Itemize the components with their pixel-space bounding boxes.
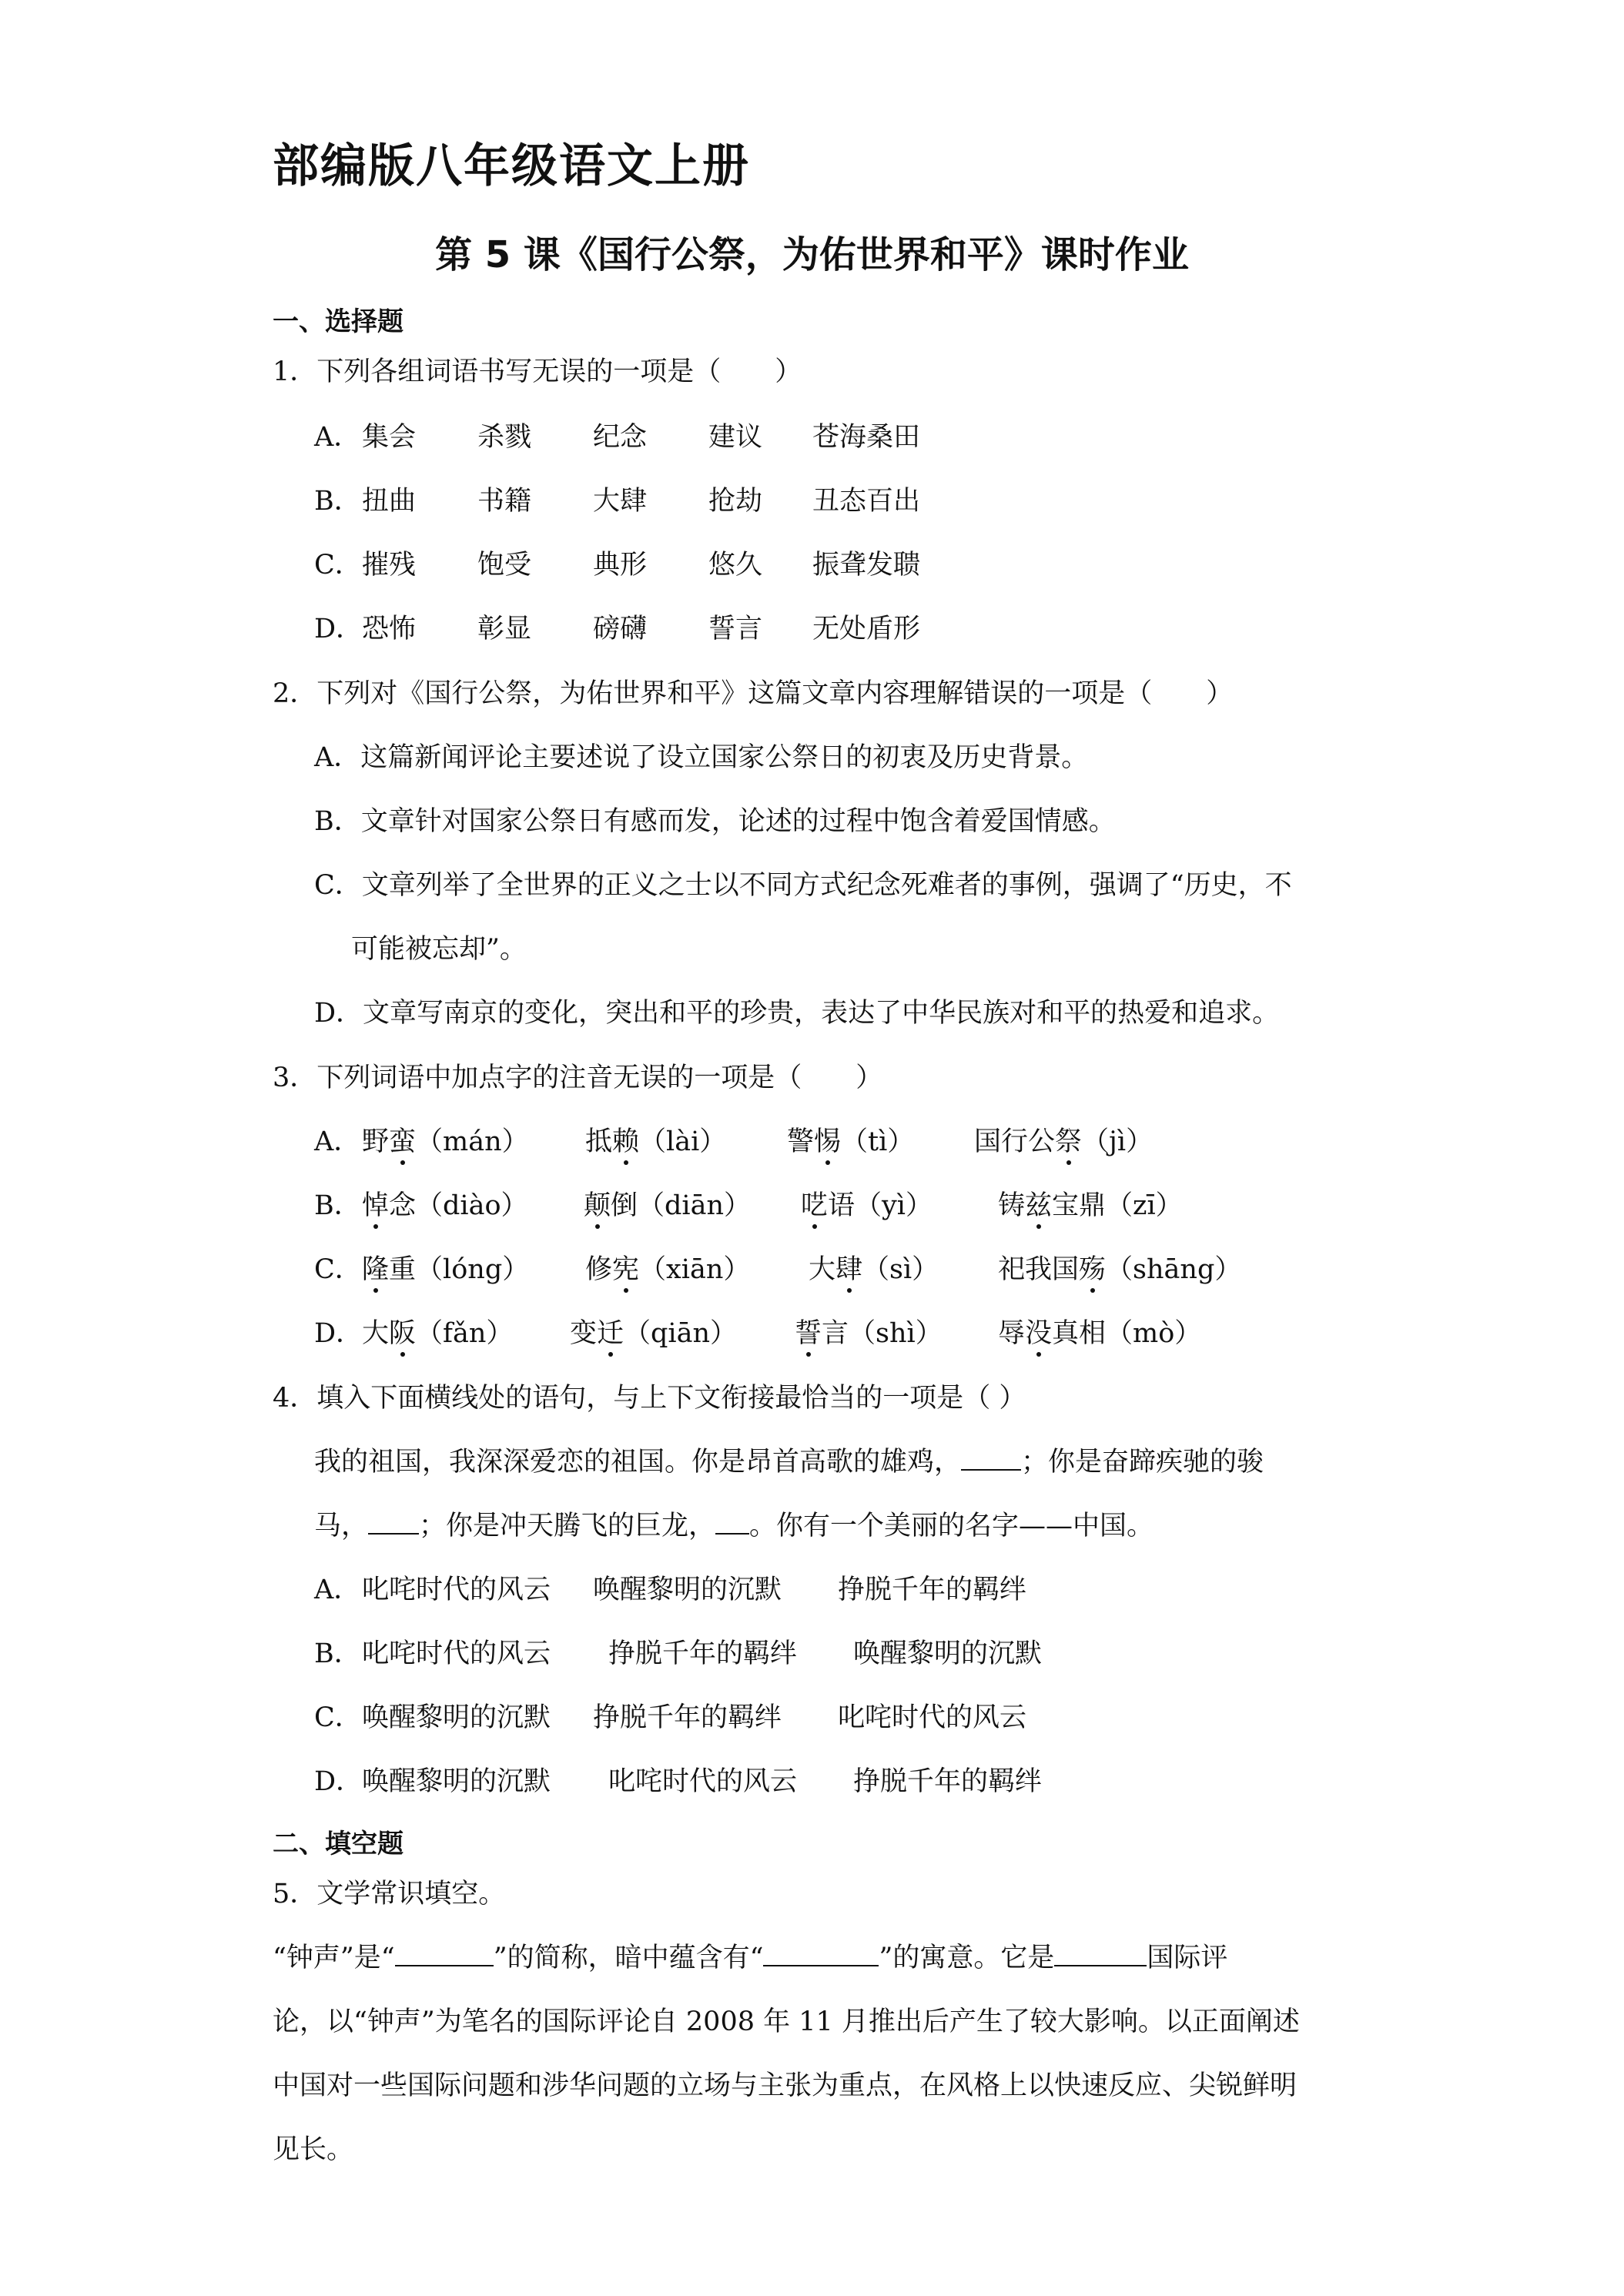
option-label: C． (314, 550, 362, 581)
lesson-title: 第 5 课《国行公祭，为佑世界和平》课时作业 (435, 233, 1189, 276)
pinyin-item: 大肆（sì） (809, 1248, 939, 1287)
option-label: D． (314, 1318, 363, 1349)
pinyin-item: 变迁（qiān） (570, 1312, 737, 1350)
answer-blank (715, 1510, 749, 1535)
answer-blank (368, 1510, 419, 1535)
book-title: 部编版八年级语文上册 (273, 139, 750, 193)
option-label: B． (314, 486, 361, 517)
question-2-stem: 2．下列对《国行公祭，为佑世界和平》这篇文章内容理解错误的一项是（ ） (273, 678, 1234, 709)
option-word: 抢劫 (708, 486, 763, 517)
option-word: 苍海桑田 (812, 422, 921, 453)
dotted-char: 颠 (584, 1184, 611, 1223)
option-word: 大肆 (593, 486, 648, 517)
option-word: 磅礴 (593, 614, 648, 644)
pinyin-item: 抵赖（lài） (585, 1120, 726, 1159)
dotted-char: 呓 (801, 1184, 828, 1223)
question-2-option-a: A．这篇新闻评论主要述说了设立国家公祭日的初衷及历史背景。 (314, 742, 1089, 773)
question-5-line-3: 中国对一些国际问题和涉华问题的立场与主张为重点，在风格上以快速反应、尖锐鲜明 (273, 2070, 1298, 2101)
section-heading-choice: 一、选择题 (273, 306, 403, 337)
pinyin-item: 铸兹宝鼎（zī） (998, 1184, 1183, 1223)
option-phrase: 叱咤时代的风云 (838, 1702, 1027, 1733)
dotted-char: 没 (1025, 1312, 1052, 1350)
option-word: 杀戮 (477, 422, 532, 453)
pinyin-item: 国行公祭（jì） (974, 1120, 1153, 1159)
option-phrase: 唤醒黎明的沉默 (362, 1702, 551, 1733)
option-phrase: 挣脱千年的羁绊 (593, 1702, 782, 1733)
option-phrase: 叱咤时代的风云 (362, 1575, 551, 1605)
pinyin-item: 大阪（fǎn） (362, 1312, 513, 1350)
option-word: 扭曲 (362, 486, 417, 517)
option-phrase: 挣脱千年的羁绊 (838, 1575, 1027, 1605)
option-phrase: 唤醒黎明的沉默 (593, 1575, 782, 1605)
option-word: 饱受 (477, 550, 532, 581)
pinyin-item: 悼念（diào） (362, 1184, 528, 1223)
option-label: A． (314, 1575, 361, 1605)
question-4-stem: 4．填入下面横线处的语句，与上下文衔接最恰当的一项是（ ） (273, 1383, 1026, 1414)
pinyin-item: 祀我国殇（shāng） (998, 1248, 1241, 1287)
pinyin-item: 修宪（xiān） (585, 1248, 750, 1287)
pinyin-item: 野蛮（mán） (362, 1120, 529, 1159)
option-phrase: 挣脱千年的羁绊 (853, 1766, 1043, 1797)
option-label: C． (314, 1702, 362, 1733)
option-word: 悠久 (708, 550, 763, 581)
option-word: 无处盾形 (812, 614, 921, 644)
question-5-stem: 5．文学常识填空。 (273, 1879, 506, 1909)
option-word: 集会 (362, 422, 417, 453)
pinyin-item: 颠倒（diān） (584, 1184, 751, 1223)
option-word: 丑态百出 (812, 486, 921, 517)
option-label: D． (314, 614, 363, 644)
pinyin-item: 隆重（lóng） (362, 1248, 529, 1287)
option-word: 摧残 (362, 550, 417, 581)
answer-blank (395, 1942, 494, 1966)
option-label: A． (314, 1126, 361, 1157)
pinyin-item: 誓言（shì） (795, 1312, 943, 1350)
question-5-line-2: 论，以“钟声”为笔名的国际评论自 2008 年 11 月推出后产生了较大影响。以正面阐述 (273, 2006, 1300, 2037)
option-label: B． (314, 1190, 361, 1221)
question-5-line-4: 见长。 (273, 2134, 354, 2165)
question-1-stem: 1．下列各组词语书写无误的一项是（ ） (273, 356, 802, 387)
option-label: C． (314, 1254, 362, 1285)
question-4-passage-line-1: 我的祖国，我深深爱恋的祖国。你是昂首高歌的雄鸡， ；你是奋蹄疾驰的骏 (314, 1447, 1264, 1478)
section-heading-fill: 二、填空题 (273, 1829, 403, 1859)
question-3-stem: 3．下列词语中加点字的注音无误的一项是（ ） (273, 1063, 883, 1093)
dotted-char: 誓 (795, 1312, 822, 1350)
dotted-char: 惕 (814, 1120, 841, 1159)
option-label: B． (314, 1638, 361, 1669)
option-label: A． (314, 422, 361, 453)
question-4-passage-line-2: 马， ；你是冲天腾飞的巨龙， 。你有一个美丽的名字——中国。 (314, 1511, 1154, 1541)
dotted-char: 悼 (362, 1184, 389, 1223)
option-phrase: 叱咤时代的风云 (362, 1638, 551, 1669)
question-2-option-c-continued: 可能被忘却”。 (351, 934, 527, 965)
dotted-char: 阪 (389, 1312, 416, 1350)
dotted-char: 祭 (1055, 1120, 1082, 1159)
dotted-char: 迁 (597, 1312, 624, 1350)
pinyin-item: 辱没真相（mò） (998, 1312, 1201, 1350)
question-2-option-c: C．文章列举了全世界的正义之士以不同方式纪念死难者的事例，强调了“历史，不 (314, 870, 1292, 901)
option-word: 建议 (708, 422, 763, 453)
option-phrase: 挣脱千年的羁绊 (608, 1638, 798, 1669)
option-word: 纪念 (593, 422, 648, 453)
question-2-option-b: B．文章针对国家公祭日有感而发，论述的过程中饱含着爱国情感。 (314, 806, 1116, 837)
answer-blank (961, 1446, 1021, 1471)
option-word: 典形 (593, 550, 648, 581)
option-word: 誓言 (708, 614, 763, 644)
option-phrase: 唤醒黎明的沉默 (853, 1638, 1043, 1669)
option-word: 彰显 (477, 614, 532, 644)
dotted-char: 殇 (1079, 1248, 1106, 1287)
option-phrase: 叱咤时代的风云 (608, 1766, 798, 1797)
pinyin-item: 警惕（tì） (787, 1120, 914, 1159)
option-phrase: 唤醒黎明的沉默 (362, 1766, 551, 1797)
question-2-option-d: D．文章写南京的变化，突出和平的珍贵，表达了中华民族对和平的热爱和追求。 (314, 998, 1280, 1029)
question-5-line-1: “钟声”是“ ”的简称，暗中蕴含有“ ”的寓意。它是 国际评 (273, 1943, 1228, 1973)
option-word: 振聋发聩 (812, 550, 921, 581)
dotted-char: 兹 (1025, 1184, 1052, 1223)
pinyin-item: 呓语（yì） (801, 1184, 933, 1223)
option-word: 书籍 (477, 486, 532, 517)
answer-blank (763, 1942, 879, 1966)
option-label: D． (314, 1766, 363, 1797)
answer-blank (1054, 1942, 1147, 1966)
option-word: 恐怖 (362, 614, 417, 644)
dotted-char: 宪 (612, 1248, 639, 1287)
dotted-char: 赖 (612, 1120, 639, 1159)
dotted-char: 肆 (835, 1248, 862, 1287)
dotted-char: 隆 (362, 1248, 389, 1287)
dotted-char: 蛮 (389, 1120, 416, 1159)
